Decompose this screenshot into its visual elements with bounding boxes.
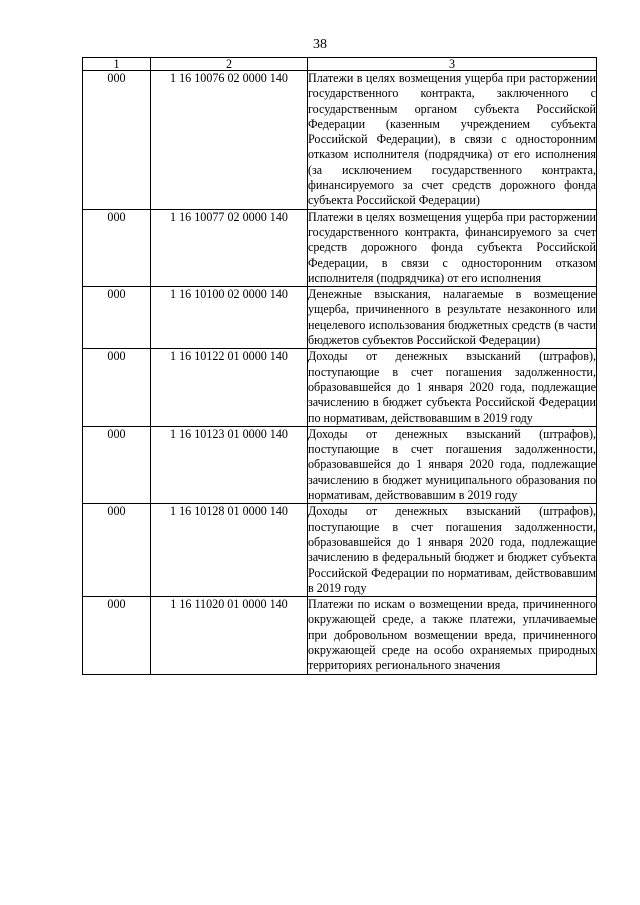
budget-code-cell: 1 16 10100 02 0000 140 — [151, 287, 308, 349]
budget-code-cell: 1 16 10123 01 0000 140 — [151, 426, 308, 503]
table-header-row — [83, 58, 597, 71]
admin-code-cell: 000 — [83, 71, 151, 210]
description-cell: Доходы от денежных взысканий (штрафов), поступающие в счет погашения задолженности, образовавшейся до 1 января 2020 года, подлежащие зачислению в федеральный бюджет и бюджет субъекта Российской Федерации по нормативам, действовавшим в 2019 году — [308, 504, 596, 595]
table-row — [83, 504, 597, 597]
admin-code-cell: 000 — [83, 426, 151, 503]
table-row — [83, 349, 597, 426]
column-header-3: 3 — [308, 58, 597, 71]
description-cell: Доходы от денежных взысканий (штрафов), поступающие в счет погашения задолженности, образовавшейся до 1 января 2020 года, подлежащие зачислению в бюджет муниципального образования по нормативам, действовавшим в 2019 году — [308, 426, 596, 503]
admin-code-cell: 000 — [83, 349, 151, 426]
column-header-1: 1 — [83, 58, 151, 71]
revenue-codes-table — [82, 57, 597, 675]
admin-code-cell: 000 — [83, 287, 151, 349]
description-cell: Платежи в целях возмещения ущерба при расторжении государственного контракта, заключенного с государственным органом субъекта Российской Федерации (казенным учреждением субъекта Российской Федерации), в связи с односторонним отказом исполнителя (подрядчика) от его исполнения (за исключением государственного контракта, финансируемого за счет средств дорожного фонда субъекта Российской Федерации) — [308, 71, 596, 208]
admin-code-cell: 000 — [83, 504, 151, 597]
table-row — [83, 209, 597, 286]
page-number: 38 — [313, 37, 327, 52]
table-row — [83, 287, 597, 349]
budget-code-cell: 1 16 10077 02 0000 140 — [151, 209, 308, 286]
description-cell: Денежные взыскания, налагаемые в возмещение ущерба, причиненного в результате незаконного или нецелевого использования бюджетных средств (в части бюджетов субъектов Российской Федерации) — [308, 287, 596, 348]
admin-code-cell: 000 — [83, 597, 151, 674]
description-cell: Платежи в целях возмещения ущерба при расторжении государственного контракта, финансируемого за счет средств дорожного фонда субъекта Российской Федерации, в связи с односторонним отказом исполнителя (подрядчика) от его исполнения — [308, 209, 596, 285]
table-row — [83, 426, 597, 503]
table-row — [83, 597, 597, 674]
budget-code-cell: 1 16 10076 02 0000 140 — [151, 71, 308, 210]
budget-code-cell: 1 16 10128 01 0000 140 — [151, 504, 308, 597]
description-cell: Платежи по искам о возмещении вреда, причиненного окружающей среде, а также платежи, уплачиваемые при добровольном возмещении вреда, причиненного окружающей среде на особо охраняемых природных территориях регионального значения — [308, 597, 596, 673]
column-header-2: 2 — [151, 58, 308, 71]
budget-code-cell: 1 16 11020 01 0000 140 — [151, 597, 308, 674]
description-cell: Доходы от денежных взысканий (штрафов), поступающие в счет погашения задолженности, образовавшейся до 1 января 2020 года, подлежащие зачислению в бюджет субъекта Российской Федерации по нормативам, действовавшим в 2019 году — [308, 349, 596, 425]
table-row — [83, 71, 597, 210]
admin-code-cell: 000 — [83, 209, 151, 286]
budget-code-cell: 1 16 10122 01 0000 140 — [151, 349, 308, 426]
